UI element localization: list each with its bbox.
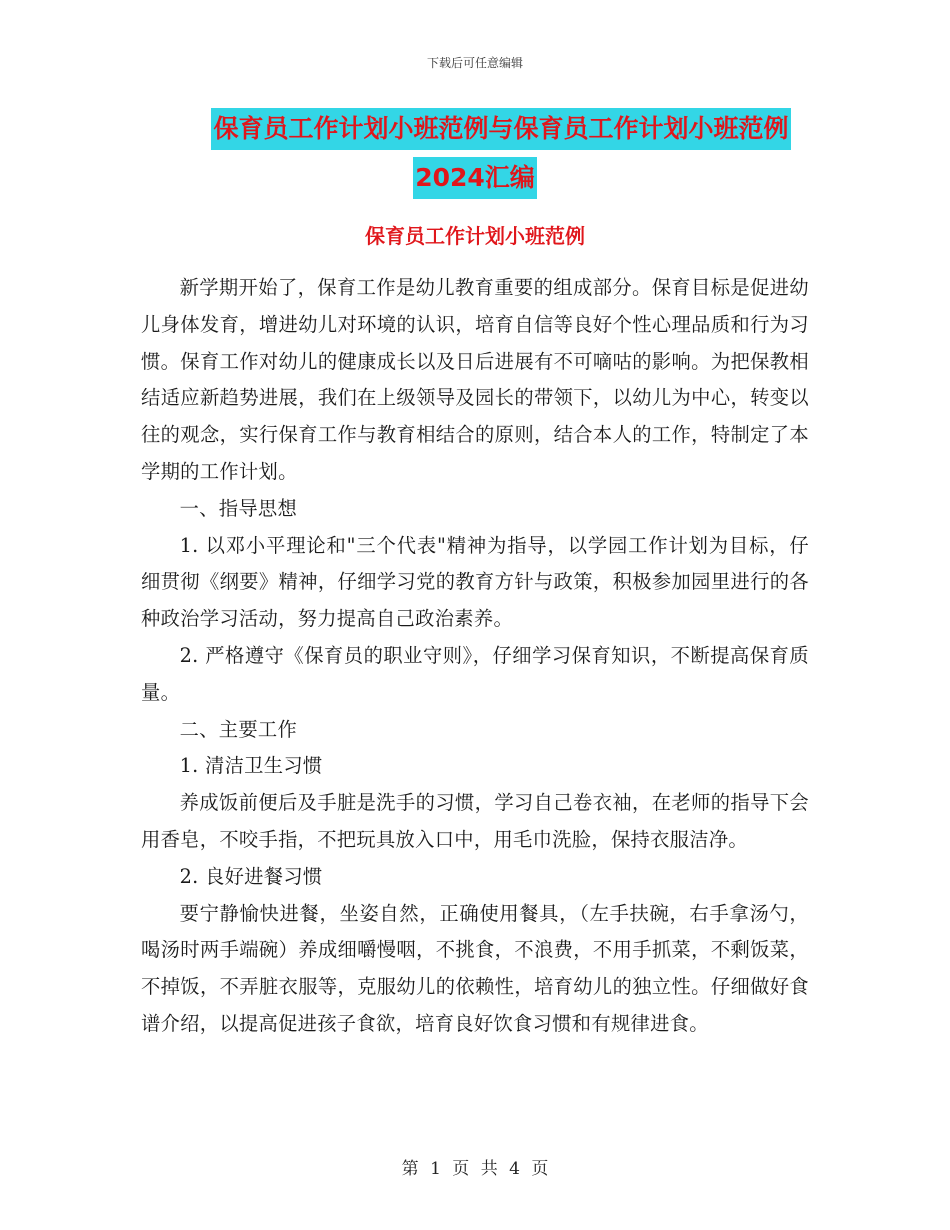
paragraph-intro: 新学期开始了，保育工作是幼儿教育重要的组成部分。保育目标是促进幼儿身体发育，增进幼儿对环境的认识，培育自信等良好个性心理品质和行为习惯。保育工作对幼儿的健康成长以及日后进展有不可嘀咕的影响。为把保教相结适应新趋势进展，我们在上级领导及园长的带领下，以幼儿为中心，转变以往的观念，实行保育工作与教育相结合的原则，结合本人的工作，特制定了本学期的工作计划。 bbox=[141, 276, 809, 483]
paragraph-hygiene: 养成饭前便后及手脏是洗手的习惯，学习自己卷衣袖，在老师的指导下会用香皂，不咬手指，不把玩具放入口中，用毛巾洗脸，保持衣服洁净。 bbox=[141, 791, 809, 851]
title-line-2: 2024汇编 bbox=[413, 157, 537, 199]
document-title bbox=[140, 108, 810, 206]
body-content bbox=[141, 270, 809, 1043]
paragraph-point-2: 2. 严格遵守《保育员的职业守则》，仔细学习保育知识，不断提高保育质量。 bbox=[141, 643, 809, 704]
subheading-eating: 2. 良好进餐习惯 bbox=[179, 864, 323, 888]
title-line-1: 保育员工作计划小班范例与保育员工作计划小班范例 bbox=[211, 108, 790, 150]
paragraph-eating: 要宁静愉快进餐，坐姿自然，正确使用餐具，（左手扶碗，右手拿汤勺，喝汤时两手端碗）养成细嚼慢咽，不挑食，不浪费，不用手抓菜，不剩饭菜，不掉饭，不弄脏衣服等，克服幼儿的依赖性，培育幼儿的独立性。仔细做好食谱介绍，以提高促进孩子食欲，培育良好饮食习惯和有规律进食。 bbox=[141, 901, 809, 1035]
page-footer: 第 1 页 共 4 页 bbox=[401, 1159, 549, 1179]
section-title: 保育员工作计划小班范例 bbox=[365, 224, 585, 248]
heading-main-work: 二、主要工作 bbox=[179, 717, 298, 741]
subheading-hygiene: 1. 清洁卫生习惯 bbox=[179, 754, 323, 778]
paragraph-point-1: 1. 以邓小平理论和"三个代表"精神为指导，以学园工作计划为目标，仔细贯彻《纲要》精神，仔细学习党的教育方针与政策，积极参加园里进行的各种政治学习活动，努力提高自己政治素养。 bbox=[141, 533, 809, 631]
header-note: 下载后可任意编辑 bbox=[426, 56, 523, 70]
heading-guiding-thought: 一、指导思想 bbox=[179, 496, 298, 520]
